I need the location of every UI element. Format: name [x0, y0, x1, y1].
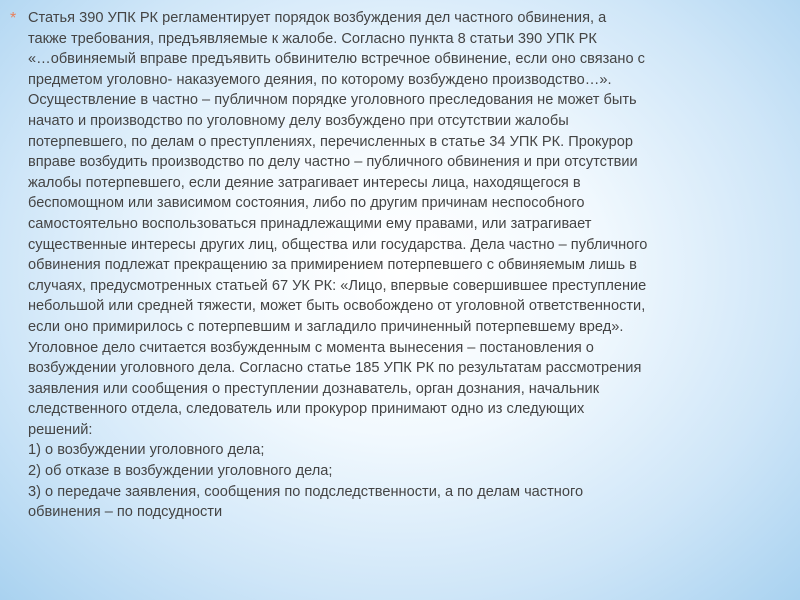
bullet-marker: * — [10, 10, 17, 27]
text-line: беспомощном или зависимом состояния, либо по другим причинам неспособного — [28, 195, 585, 212]
text-line: случаях, предусмотренных статьей 67 УК РК: «Лицо, впервые совершившее преступление — [28, 277, 647, 294]
text-line: предметом уголовно- наказуемого деяния, по которому возбуждено производство…». — [28, 71, 612, 88]
text-line: следственного отдела, следователь или прокурор принимают одно из следующих — [28, 401, 585, 418]
text-line: Осуществление в частно – публичном порядке уголовного преследования не может быть — [28, 92, 637, 109]
text-line: самостоятельно воспользоваться принадлежащими ему правами, или затрагивает — [28, 215, 592, 232]
body-text — [28, 8, 647, 523]
text-line: начато и производство по уголовному делу возбуждено при отсутствии жалобы — [28, 112, 569, 129]
text-line: также требования, предъявляемые к жалобе. Согласно пункта 8 статьи 390 УПК РК — [28, 30, 597, 47]
text-line: обвинения подлежат прекращению за примирением потерпевшего с обвиняемым лишь в — [28, 257, 637, 274]
text-line: решений: — [28, 421, 93, 438]
text-line: Уголовное дело считается возбужденным с момента вынесения – постановления о — [28, 339, 594, 356]
text-line: существенные интересы других лиц, общества или государства. Дела частно – публичного — [28, 236, 648, 253]
text-line: заявления или сообщения о преступлении дознаватель, орган дознания, начальник — [28, 380, 600, 397]
text-line: потерпевшего, по делам о преступлениях, перечисленных в статье 34 УПК РК. Прокурор — [28, 133, 634, 150]
text-line: «…обвиняемый вправе предъявить обвинителю встречное обвинение, если оно связано с — [28, 51, 645, 68]
text-line: небольшой или средней тяжести, может быть освобождено от уголовной ответственности, — [28, 298, 646, 315]
text-line: если оно примирилось с потерпевшим и загладило причиненный потерпевшему вред». — [28, 318, 624, 335]
text-line: Статья 390 УПК РК регламентирует порядок возбуждения дел частного обвинения, а — [28, 10, 607, 26]
list-item: 2) об отказе в возбуждении уголовного дела; — [28, 463, 333, 480]
list-item: 1) о возбуждении уголовного дела; — [28, 442, 265, 459]
list-item-continuation: обвинения – по подсудности — [28, 504, 223, 521]
text-line: жалобы потерпевшего, если деяние затрагивает интересы лица, находящегося в — [28, 174, 581, 191]
bullet-paragraph — [10, 8, 790, 523]
list-item: 3) о передаче заявления, сообщения по подследственности, а по делам частного — [28, 483, 584, 500]
text-line: возбуждении уголовного дела. Согласно статье 185 УПК РК по результатам рассмотрения — [28, 360, 642, 377]
text-line: вправе возбудить производство по делу частно – публичного обвинения и при отсутствии — [28, 154, 638, 171]
